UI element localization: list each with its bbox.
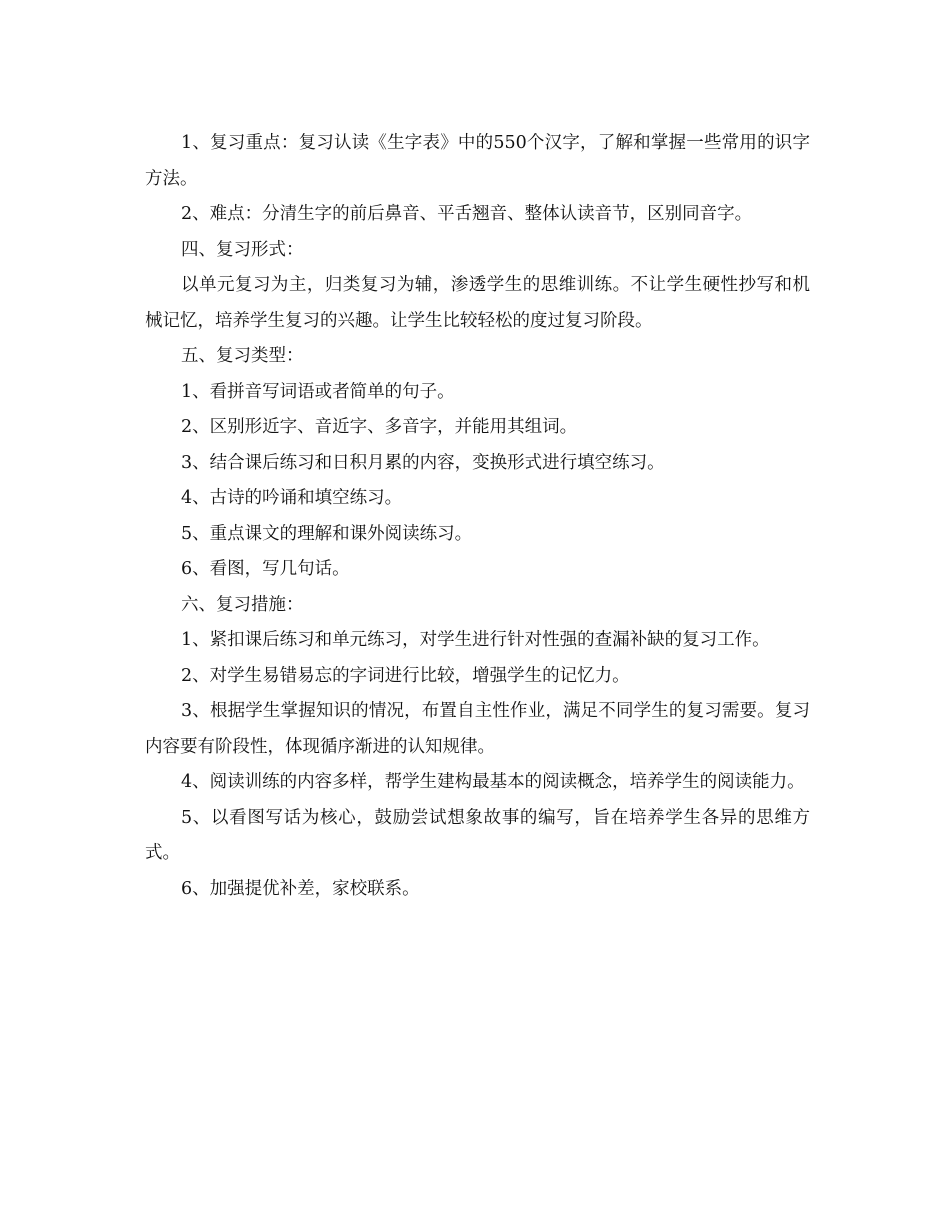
list-item-measure-5: 5、以看图写话为核心，鼓励尝试想象故事的编写，旨在培养学生各异的思维方式。 xyxy=(145,807,810,863)
list-item-type-5: 5、重点课文的理解和课外阅读练习。 xyxy=(181,523,473,544)
paragraph-review-form: 以单元复习为主，归类复习为辅，渗透学生的思维训练。不让学生硬性抄写和机械记忆，培养学生复习的兴趣。让学生比较轻松的度过复习阶段。 xyxy=(145,275,810,331)
list-item-measure-4: 4、阅读训练的内容多样，帮学生建构最基本的阅读概念，培养学生的阅读能力。 xyxy=(181,772,805,792)
heading-review-form: 四、复习形式： xyxy=(181,239,304,260)
list-item-type-6: 6、看图，写几句话。 xyxy=(181,559,350,579)
list-item-measure-3: 3、根据学生掌握知识的情况，布置自主性作业，满足不同学生的复习需要。复习内容要有阶段性，体现循序渐进的认知规律。 xyxy=(145,701,810,757)
paragraph-difficulties: 2、难点：分清生字的前后鼻音、平舌翘音、整体认读音节，区别同音字。 xyxy=(181,204,753,224)
list-item-measure-1: 1、紧扣课后练习和单元练习，对学生进行针对性强的查漏补缺的复习工作。 xyxy=(181,630,770,650)
list-item-type-2: 2、区别形近字、音近字、多音字，并能用其组词。 xyxy=(181,417,578,437)
heading-review-types: 五、复习类型： xyxy=(181,346,304,366)
list-item-measure-2: 2、对学生易错易忘的字词进行比较，增强学生的记忆力。 xyxy=(181,665,630,686)
list-item-measure-6: 6、加强提优补差，家校联系。 xyxy=(181,878,420,899)
heading-review-measures: 六、复习措施： xyxy=(181,594,304,615)
document-body xyxy=(145,126,810,907)
list-item-type-3: 3、结合课后练习和日积月累的内容，变换形式进行填空练习。 xyxy=(181,452,665,473)
list-item-type-4: 4、古诗的吟诵和填空练习。 xyxy=(181,488,403,508)
paragraph-key-points: 1、复习重点：复习认读《生字表》中的550个汉字，了解和掌握一些常用的识字方法。 xyxy=(145,133,810,189)
list-item-type-1: 1、看拼音写词语或者简单的句子。 xyxy=(181,381,455,402)
